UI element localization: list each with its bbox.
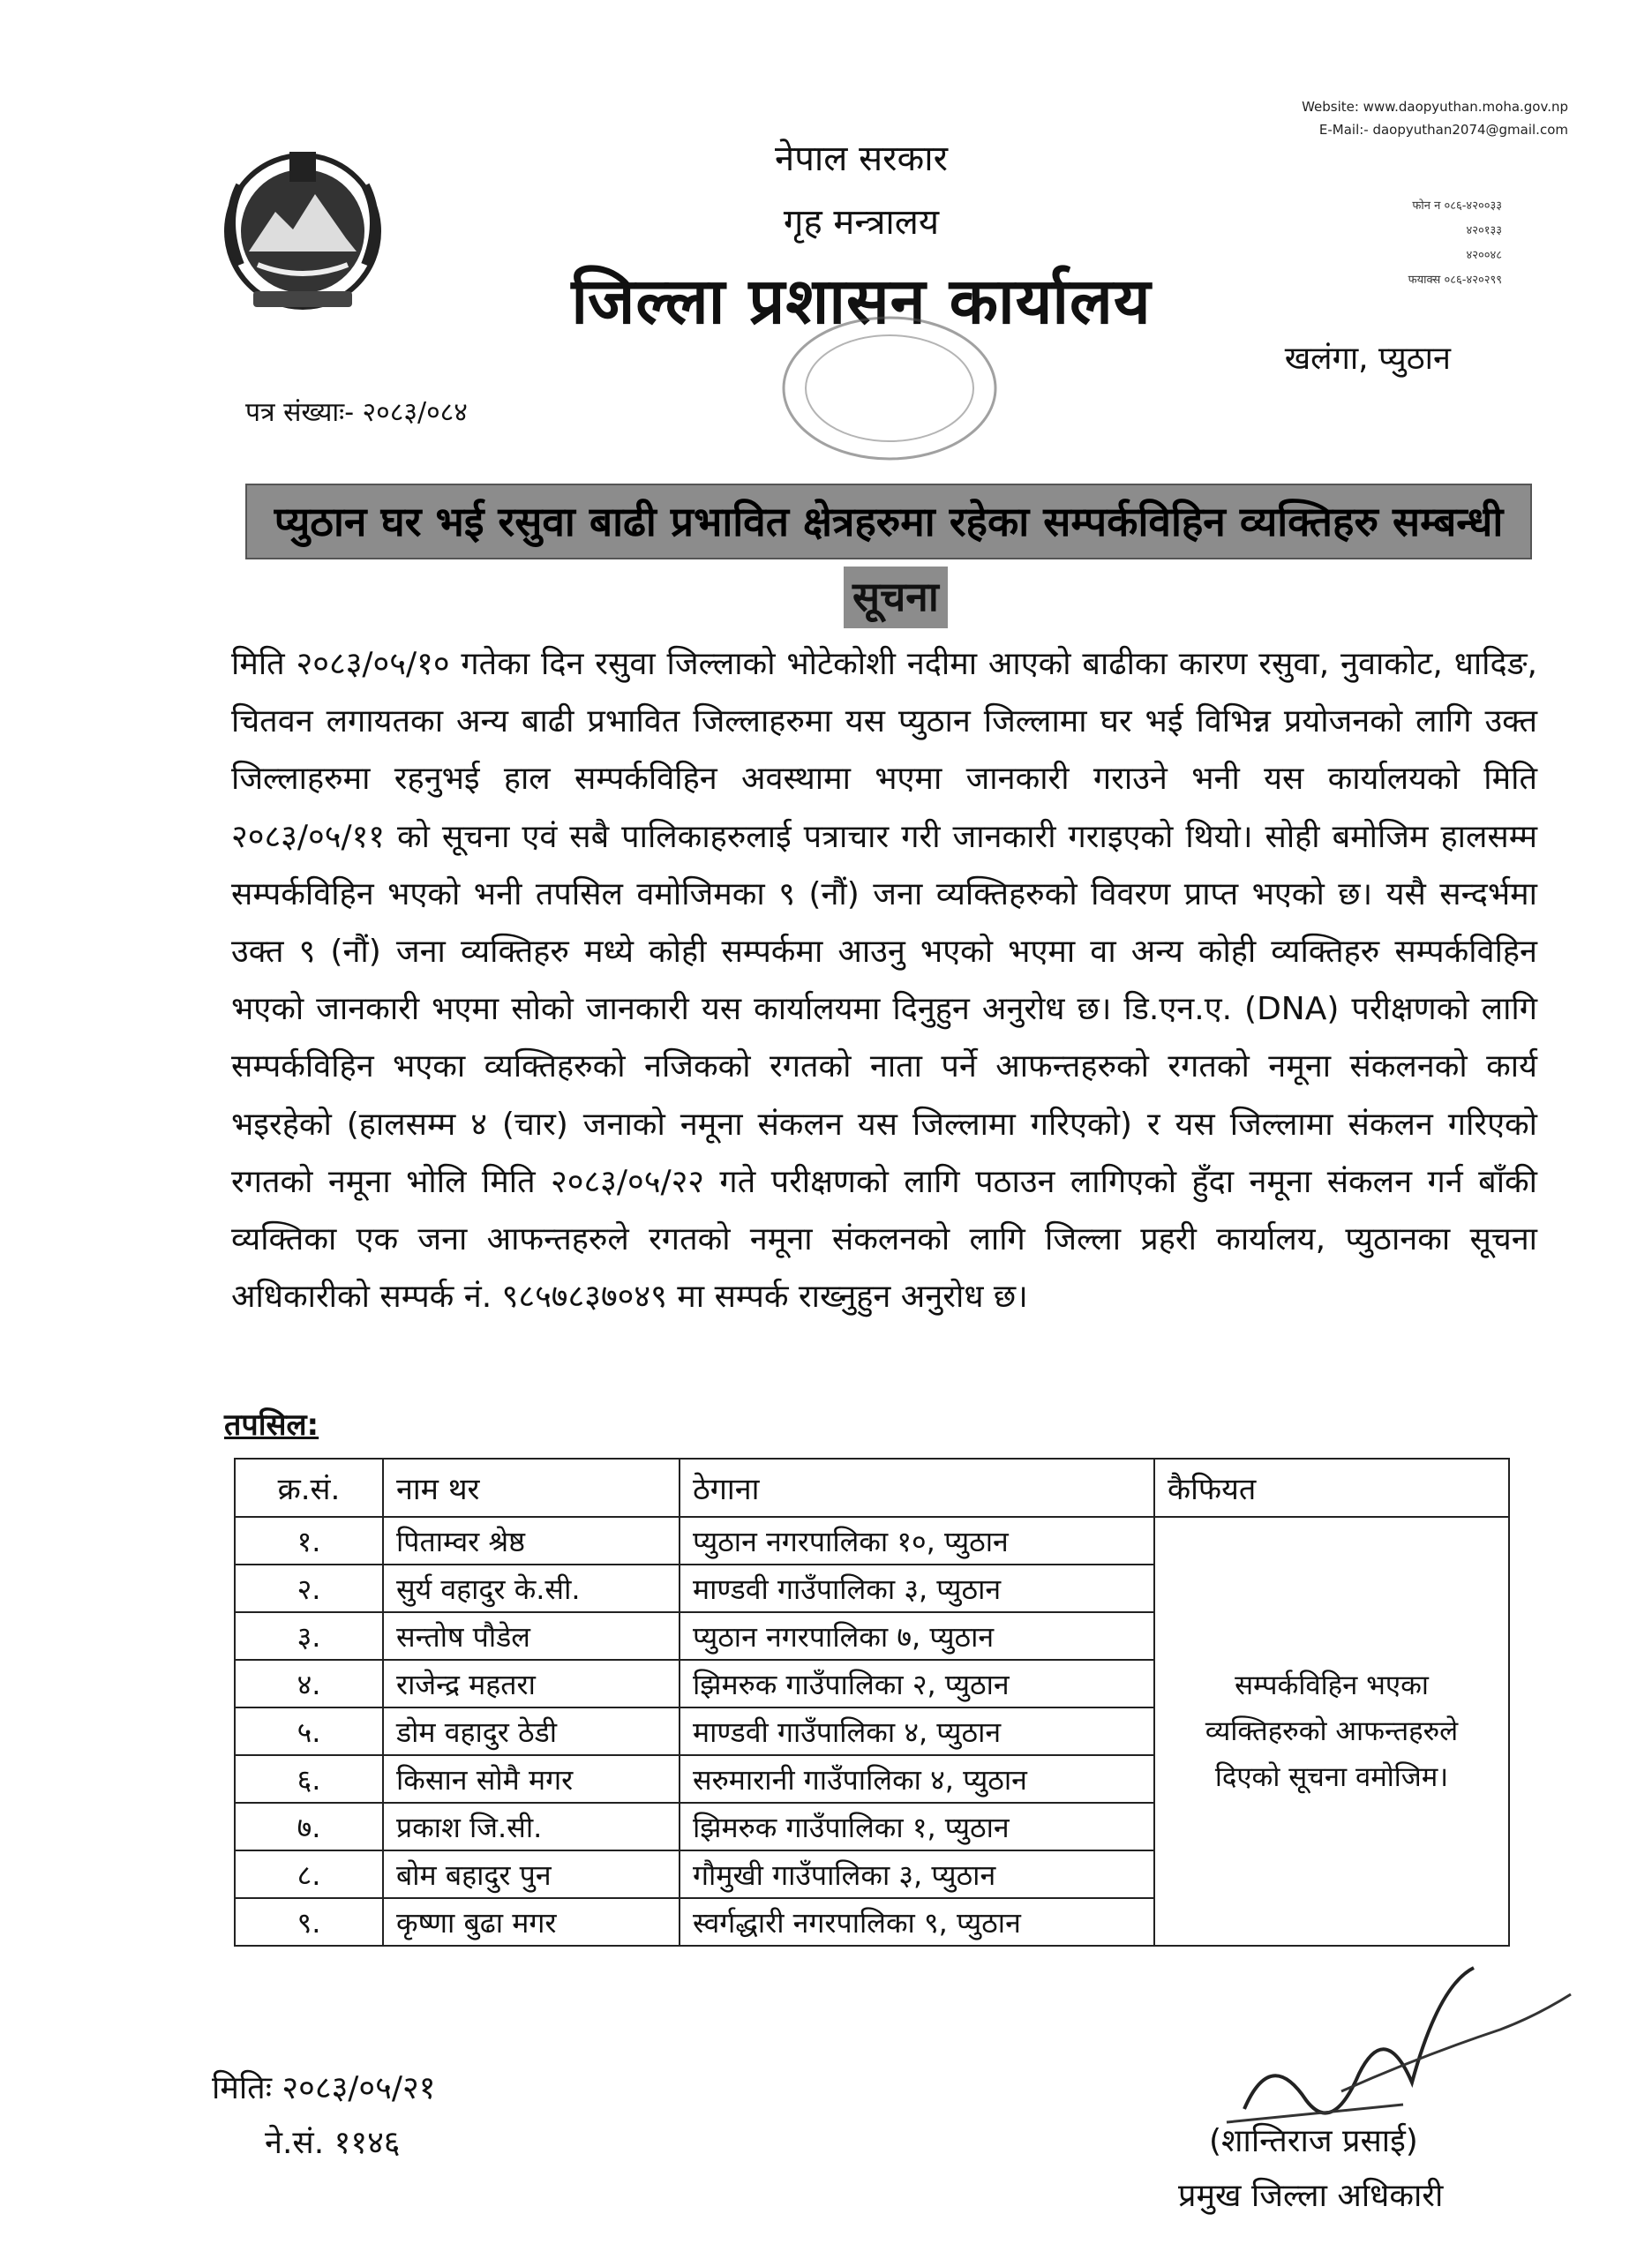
- remarks-line: सम्पर्कविहिन भएका: [1235, 1670, 1429, 1701]
- signer-title: प्रमुख जिल्ला अधिकारी: [1178, 2178, 1444, 2214]
- issue-date: मितिः २०८३/०५/२१: [212, 2070, 436, 2106]
- row-name: प्रकाश जि.सी.: [383, 1803, 680, 1850]
- office-location: खलंगा, प्युठान: [1284, 341, 1451, 377]
- header-serial: क्र.सं.: [235, 1459, 383, 1517]
- row-serial: १.: [235, 1517, 383, 1565]
- missing-persons-table: [234, 1458, 1510, 1947]
- table-row: [235, 1517, 1509, 1565]
- remarks-line: व्यक्तिहरुको आफन्तहरुले: [1205, 1715, 1459, 1747]
- office-name: जिल्ला प्रशासन कार्यालय: [571, 264, 1152, 338]
- email-text: E-Mail:- daopyuthan2074@gmail.com: [1318, 122, 1568, 138]
- row-name: कृष्णा बुढा मगर: [383, 1898, 680, 1946]
- office-stamp-icon: [766, 300, 1013, 477]
- row-address: झिमरुक गाउँपालिका १, प्युठान: [680, 1803, 1154, 1850]
- row-serial: ९.: [235, 1898, 383, 1946]
- row-name: राजेन्द्र महतरा: [383, 1660, 680, 1707]
- handwritten-signature-icon: [1209, 1933, 1588, 2144]
- row-serial: ७.: [235, 1803, 383, 1850]
- phone-number: ४२००४८: [1466, 249, 1502, 262]
- row-name: सन्तोष पौडेल: [383, 1612, 680, 1660]
- row-serial: ४.: [235, 1660, 383, 1707]
- row-name: किसान सोमै मगर: [383, 1755, 680, 1803]
- government-name: नेपाल सरकार: [775, 139, 948, 179]
- header-name: नाम थर: [383, 1459, 680, 1517]
- reference-number: पत्र संख्याः- २०८३/०८४: [245, 397, 468, 428]
- website-text: Website: www.daopyuthan.moha.gov.np: [1302, 99, 1568, 115]
- row-name: बोम बहादुर पुन: [383, 1850, 680, 1898]
- table-header-row: [235, 1459, 1509, 1517]
- remarks-cell: [1154, 1517, 1509, 1946]
- row-address: माण्डवी गाउँपालिका ३, प्युठान: [680, 1565, 1154, 1612]
- row-address: झिमरुक गाउँपालिका २, प्युठान: [680, 1660, 1154, 1707]
- row-serial: ८.: [235, 1850, 383, 1898]
- row-address: प्युठान नगरपालिका ७, प्युठान: [680, 1612, 1154, 1660]
- row-serial: २.: [235, 1565, 383, 1612]
- nepal-samvat-date: ने.सं. ११४६: [265, 2125, 401, 2161]
- row-serial: ५.: [235, 1707, 383, 1755]
- row-address: स्वर्गद्धारी नगरपालिका ९, प्युठान: [680, 1898, 1154, 1946]
- notice-title: प्युठान घर भई रसुवा बाढी प्रभावित क्षेत्रहरुमा रहेका सम्पर्कविहिन व्यक्तिहरु सम्बन्धी: [245, 484, 1532, 559]
- signer-name: (शान्तिराज प्रसाई): [1209, 2123, 1418, 2159]
- row-address: माण्डवी गाउँपालिका ४, प्युठान: [680, 1707, 1154, 1755]
- header-address: ठेगाना: [680, 1459, 1154, 1517]
- row-name: सुर्य वहादुर के.सी.: [383, 1565, 680, 1612]
- row-address: प्युठान नगरपालिका १०, प्युठान: [680, 1517, 1154, 1565]
- row-serial: ३.: [235, 1612, 383, 1660]
- row-address: गौमुखी गाउँपालिका ३, प्युठान: [680, 1850, 1154, 1898]
- ministry-name: गृह मन्त्रालय: [783, 202, 940, 243]
- notice-subtitle: सूचना: [844, 567, 948, 628]
- row-address: सरुमारानी गाउँपालिका ४, प्युठान: [680, 1755, 1154, 1803]
- details-label: तपसिल:: [224, 1407, 319, 1443]
- row-serial: ६.: [235, 1755, 383, 1803]
- remarks-line: दिएको सूचना वमोजिम।: [1214, 1761, 1449, 1793]
- row-name: डोम वहादुर ठेडी: [383, 1707, 680, 1755]
- phone-number: फोन न ०८६-४२००३३: [1412, 199, 1502, 213]
- notice-body: मिति २०८३/०५/१० गतेका दिन रसुवा जिल्लाको भोटेकोशी नदीमा आएको बाढीका कारण रसुवा, नुवाकोट, धादिङ, चितवन लगायतका अन्य बाढी प्रभावित जिल्लाहरुमा यस प्युठान जिल्लामा घर भई विभिन्न प्रयोजनको लागि उक्त जिल्लाहरुमा रहनुभई हाल सम्पर्कविहिन अवस्थामा भएमा जानकारी गराउने भनी यस कार्यालयको मिति २०८३/०५/११ को सूचना एवं सबै पालिकाहरुलाई पत्राचार गरी जानकारी गराइएको थियो। सोही बमोजिम हालसम्म सम्पर्कविहिन भएको भनी तपसिल वमोजिमका ९ (नौं) जना व्यक्तिहरुको विवरण प्राप्त भएको छ। यसै सन्दर्भमा उक्त ९ (नौं) जना व्यक्तिहरु मध्ये कोही सम्पर्कमा आउनु भएको भएमा वा अन्य कोही व्यक्तिहरु सम्पर्कविहिन भएको जानकारी भएमा सोको जानकारी यस कार्यालयमा दिनुहुन अनुरोध छ। डि.एन.ए. (DNA) परीक्षणको लागि सम्पर्कविहिन भएका व्यक्तिहरुको नजिकको रगतको नाता पर्ने आफन्तहरुको रगतको नमूना संकलनको कार्य भइरहेको (हालसम्म ४ (चार) जनाको नमूना संकलन यस जिल्लामा गरिएको) र यस जिल्लामा संकलन गरिएको रगतको नमूना भोलि मिति २०८३/०५/२२ गते परीक्षणको लागि पठाउन लागिएको हुँदा नमूना संकलन गर्न बाँकी व्यक्तिका एक जना आफन्तहरुले रगतको नमूना संकलनको लागि जिल्ला प्रहरी कार्यालय, प्युठानका सूचना अधिकारीको सम्पर्क नं. ९८५७८३७०४९ मा सम्पर्क राख्नुहुन अनुरोध छ।: [231, 646, 1537, 1316]
- phone-number: ४२०१३३: [1466, 224, 1502, 237]
- header-remarks: कैफियत: [1154, 1459, 1509, 1517]
- row-name: पिताम्वर श्रेष्ठ: [383, 1517, 680, 1565]
- fax-number: फयाक्स ०८६-४२०२९९: [1408, 274, 1502, 287]
